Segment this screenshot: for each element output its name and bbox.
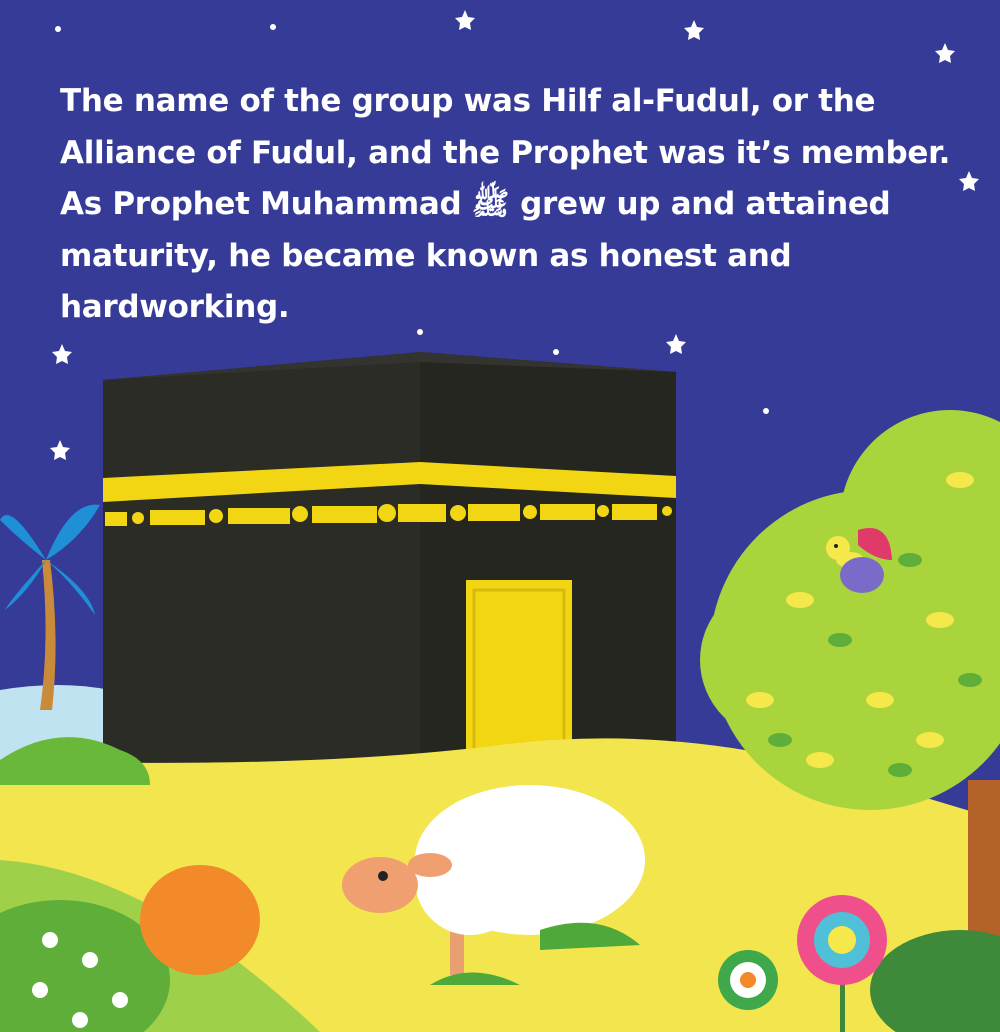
flower — [718, 950, 778, 1010]
kaaba-door — [466, 580, 572, 762]
story-line: The name of the group was Hilf al-Fudul, or the — [60, 83, 876, 119]
story-line: Alliance of Fudul, and the Prophet was it’s member. — [60, 134, 951, 171]
kaaba — [103, 352, 676, 785]
story-text — [60, 76, 950, 334]
story-line: hardworking. — [60, 289, 290, 325]
story-line: maturity, he became known as honest and — [60, 237, 792, 274]
bush — [140, 865, 260, 975]
story-line: As Prophet Muhammad ﷺ grew up and attained — [60, 186, 891, 222]
